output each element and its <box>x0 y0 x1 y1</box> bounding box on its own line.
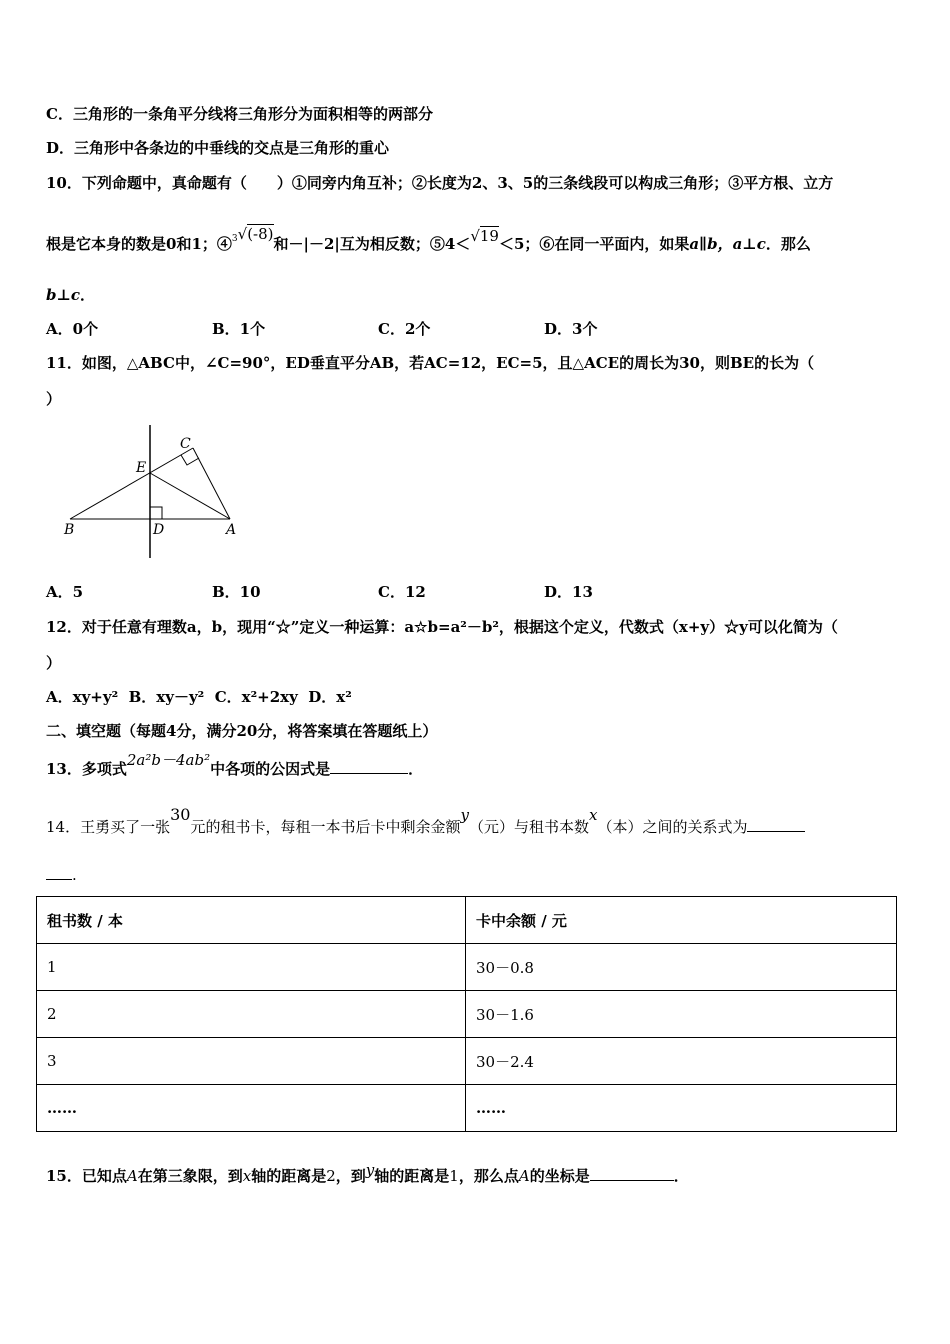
sqrt-sign: √ <box>470 227 480 245</box>
q14-answer-blank-2[interactable] <box>46 879 72 880</box>
radical-sign: √ <box>237 225 248 243</box>
cell-balance: 30－1.6 <box>466 991 897 1038</box>
q15-end: ． <box>673 1167 689 1185</box>
q10-line3-expr: b⊥c <box>46 286 81 304</box>
q15-p6: ，那么点 <box>458 1167 519 1185</box>
q9-option-c: C．三角形的一条角平分线将三角形分为面积相等的两部分 <box>46 105 433 123</box>
q15-line <box>46 1161 689 1186</box>
q13-suffix: 中各项的公因式是 <box>210 760 331 778</box>
q11-line2: ） <box>46 390 62 408</box>
q10-line2d: a∥b，a⊥c <box>689 235 766 253</box>
segment-bc <box>70 448 193 519</box>
q14-p2: 元的租书卡，每租一本书后卡中剩余金额 <box>190 818 461 836</box>
cube-root-index: 3 <box>231 234 238 244</box>
cell-balance: 30－2.4 <box>466 1038 897 1085</box>
triangle-figure <box>50 420 260 565</box>
q11-line1: 11．如图，△ABC中，∠C=90°，ED垂直平分AB，若AC=12，EC=5，且△ACE的周长为30，则BE的长为（ <box>46 354 815 372</box>
q14-line2 <box>46 866 77 884</box>
q15-y: y <box>365 1161 375 1179</box>
q12-options <box>46 686 352 707</box>
q12-option-d: D．x² <box>308 688 352 706</box>
q14-p3: （元）与租书本数 <box>468 818 589 836</box>
q10-line2c: ＜5；⑥在同一平面内，如果 <box>498 235 690 253</box>
q14-p1: 14．王勇买了一张 <box>46 818 171 836</box>
table-header-row <box>37 897 897 944</box>
q10-option-d: D．3个 <box>544 320 598 338</box>
q13-prefix: 13．多项式 <box>46 760 127 778</box>
right-angle-d <box>150 507 162 519</box>
q14-p4: （本）之间的关系式为 <box>597 818 748 836</box>
q10-line3 <box>46 284 95 305</box>
header-books-rented: 租书数 / 本 <box>37 897 466 944</box>
q15-point-a: A <box>126 1167 138 1185</box>
cell-books: …… <box>37 1085 466 1132</box>
table-row <box>37 944 897 991</box>
sqrt-radicand: 19 <box>479 227 499 245</box>
q11-options <box>46 581 710 602</box>
section-2-heading: 二、填空题（每题4分，满分20分，将答案填在答题纸上） <box>46 722 438 740</box>
q11-option-d: D．13 <box>544 583 593 601</box>
q15-point-a2: A <box>518 1167 530 1185</box>
table-row <box>37 991 897 1038</box>
label-e: E <box>136 460 147 476</box>
q15-one: 1 <box>449 1167 459 1185</box>
q15-p3: 轴的距离是 <box>251 1167 327 1185</box>
q15-x: x <box>242 1167 252 1185</box>
q10-line1: 10．下列命题中，真命题有（ ）①同旁内角互补；②长度为2、3、5的三条线段可以构成三角形；③平方根、立方 <box>46 174 834 192</box>
q15-answer-blank[interactable] <box>590 1180 674 1181</box>
q15-p7: 的坐标是 <box>529 1167 590 1185</box>
q13-expression: 2a²b－4ab² <box>126 751 211 769</box>
q10-option-b: B．1个 <box>212 320 266 338</box>
q9-option-d: D．三角形中各条边的中垂线的交点是三角形的重心 <box>46 139 390 157</box>
q10-line2b: 和－|－2|互为相反数；⑤4＜ <box>273 235 471 253</box>
q10-option-c: C．2个 <box>378 320 431 338</box>
q15-p1: 15．已知点 <box>46 1167 127 1185</box>
cell-balance: 30－0.8 <box>466 944 897 991</box>
label-d: D <box>153 522 165 538</box>
cube-root-radicand: (-8) <box>247 225 274 243</box>
q11-option-c: C．12 <box>378 583 426 601</box>
q15-p5: 轴的距离是 <box>374 1167 450 1185</box>
q12-line2: ） <box>46 654 62 672</box>
header-card-balance: 卡中余额 / 元 <box>466 897 897 944</box>
q14-amount: 30 <box>170 805 191 824</box>
q10-options <box>46 318 710 339</box>
cell-books: 2 <box>37 991 466 1038</box>
q15-p4: ，到 <box>335 1167 366 1185</box>
q11-option-a: A．5 <box>46 583 84 601</box>
table-row <box>37 1085 897 1132</box>
cell-books: 1 <box>37 944 466 991</box>
q11-option-b: B．10 <box>212 583 261 601</box>
q12-option-b: B．xy－y² <box>128 688 205 706</box>
q12-option-c: C．x²+2xy <box>214 688 298 706</box>
label-b: B <box>64 522 75 538</box>
table-row <box>37 1038 897 1085</box>
q10-option-a: A．0个 <box>46 320 99 338</box>
q10-line3-end: ． <box>80 286 96 304</box>
q13-end: ． <box>408 760 424 778</box>
q14-line <box>46 805 805 837</box>
cell-balance: …… <box>466 1085 897 1132</box>
q13-line <box>46 751 424 779</box>
q14-var-x: x <box>588 806 598 824</box>
cell-books: 3 <box>37 1038 466 1085</box>
q13-answer-blank[interactable] <box>330 773 408 774</box>
q14-var-y: y <box>460 806 469 824</box>
label-a: A <box>226 522 237 538</box>
q10-line2 <box>46 225 811 254</box>
q10-line2e: ．那么 <box>765 235 811 253</box>
q12-line1: 12．对于任意有理数a，b，现用“☆”定义一种运算：a☆b=a²－b²，根据这个定义，代数式（x+y）☆y可以化简为（ <box>46 618 838 636</box>
q15-p2: 在第三象限，到 <box>137 1167 243 1185</box>
q15-two: 2 <box>326 1167 336 1185</box>
q12-option-a: A．xy+y² <box>46 688 119 706</box>
q10-line2a: 根是它本身的数是0和1；④ <box>46 235 232 253</box>
label-c: C <box>180 436 191 452</box>
q14-end: . <box>72 866 77 884</box>
rental-table <box>36 896 897 1132</box>
q14-answer-blank-1[interactable] <box>747 831 805 832</box>
right-angle-c <box>181 455 199 465</box>
